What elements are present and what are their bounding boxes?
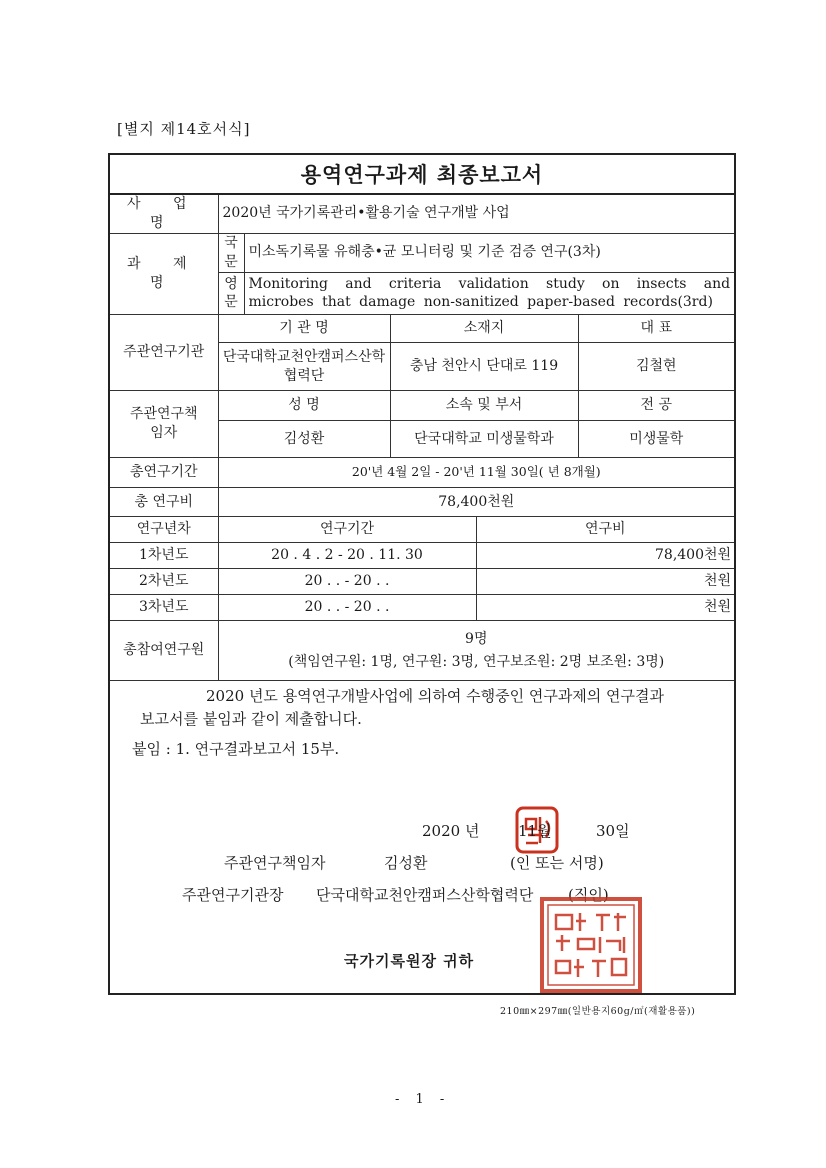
years-header-row bbox=[110, 517, 734, 543]
official-seal-icon bbox=[538, 895, 644, 995]
institution-header-rep: 대 표 bbox=[578, 315, 734, 343]
researcher-header-name: 성 명 bbox=[218, 391, 390, 421]
form-label: [별지 제14호서식] bbox=[117, 120, 251, 138]
task-en-value: Monitoring and criteria validation study on insects and microbes that damage non-sanitized paper-based records(3rd) bbox=[244, 272, 734, 315]
participants-row bbox=[110, 621, 734, 681]
page-number: - 1 - bbox=[395, 1092, 451, 1107]
participants-detail: (책임연구원: 1명, 연구원: 3명, 연구보조원: 2명 보조원: 3명) bbox=[288, 653, 665, 670]
attachment-line: 붙임 : 1. 연구결과보고서 15부. bbox=[132, 740, 340, 758]
task-ko-row bbox=[110, 233, 734, 272]
researcher-header-row bbox=[110, 391, 734, 421]
year-row bbox=[110, 569, 734, 595]
researcher-header-major: 전 공 bbox=[578, 391, 734, 421]
year-row bbox=[110, 595, 734, 621]
researcher-label: 주관연구책임자 bbox=[110, 391, 218, 458]
year-cost: 천원 bbox=[476, 569, 734, 595]
head-sign-name: 단국대학교천안캠퍼스산학협력단 bbox=[316, 886, 534, 904]
year-cost: 천원 bbox=[476, 595, 734, 621]
researcher-affiliation: 단국대학교 미생물학과 bbox=[390, 421, 578, 458]
task-label: 과 제 명 bbox=[110, 233, 218, 315]
project-row bbox=[110, 195, 734, 233]
statement-line1: 2020 년도 용역연구개발사업에 의하여 수행중인 연구과제의 연구결과 bbox=[206, 687, 665, 705]
budget-row bbox=[110, 488, 734, 517]
participants-total: 9명 bbox=[465, 630, 488, 647]
date-year: 2020 년 bbox=[422, 822, 480, 840]
period-value: 20'년 4월 2일 - 20'년 11월 30일( 년 8개월) bbox=[218, 458, 734, 488]
researcher-sign-name: 김성환 bbox=[384, 854, 428, 872]
participants-value bbox=[218, 621, 734, 681]
budget-label: 총 연구비 bbox=[110, 488, 218, 517]
institution-name: 단국대학교천안캠퍼스산학협력단 bbox=[218, 343, 390, 391]
report-title: 용역연구과제 최종보고서 bbox=[110, 155, 734, 195]
paper-size-note: 210㎜×297㎜(일반용지60g/㎡(재활용품)) bbox=[500, 1006, 696, 1017]
institution-representative: 김철현 bbox=[578, 343, 734, 391]
recipient: 국가기록원장 귀하 bbox=[344, 952, 475, 970]
years-period-header: 연구기간 bbox=[218, 517, 476, 543]
year-row bbox=[110, 543, 734, 569]
budget-value: 78,400천원 bbox=[218, 488, 734, 517]
institution-header-name: 기 관 명 bbox=[218, 315, 390, 343]
task-en-label: 영문 bbox=[218, 272, 244, 315]
report-table bbox=[110, 195, 734, 681]
participants-label: 총참여연구원 bbox=[110, 621, 218, 681]
year-cost: 78,400천원 bbox=[476, 543, 734, 569]
researcher-sign-note: (인 또는 서명) bbox=[510, 854, 604, 872]
year-period: 20 . . - 20 . . bbox=[218, 569, 476, 595]
period-label: 총연구기간 bbox=[110, 458, 218, 488]
year-label: 3차년도 bbox=[110, 595, 218, 621]
researcher-major: 미생물학 bbox=[578, 421, 734, 458]
institution-header-location: 소재지 bbox=[390, 315, 578, 343]
task-ko-label: 국문 bbox=[218, 233, 244, 272]
project-label: 사 업 명 bbox=[110, 195, 218, 233]
researcher-header-affiliation: 소속 및 부서 bbox=[390, 391, 578, 421]
report-form bbox=[108, 153, 736, 995]
statement-line2: 보고서를 붙임과 같이 제출합니다. bbox=[140, 710, 362, 728]
head-sign-label: 주관연구기관장 bbox=[182, 886, 284, 904]
institution-location: 충남 천안시 단대로 119 bbox=[390, 343, 578, 391]
institution-header-row bbox=[110, 315, 734, 343]
head-sign-note: (직인) bbox=[568, 886, 609, 904]
project-value: 2020년 국가기록관리•활용기술 연구개발 사업 bbox=[218, 195, 734, 233]
period-row bbox=[110, 458, 734, 488]
years-cost-header: 연구비 bbox=[476, 517, 734, 543]
institution-label: 주관연구기관 bbox=[110, 315, 218, 391]
date-day: 30일 bbox=[596, 822, 630, 840]
researcher-name: 김성환 bbox=[218, 421, 390, 458]
researcher-sign-label: 주관연구책임자 bbox=[224, 854, 326, 872]
date-month: 11월 bbox=[518, 822, 552, 840]
year-period: 20 . 4 . 2 - 20 . 11. 30 bbox=[218, 543, 476, 569]
years-label: 연구년차 bbox=[110, 517, 218, 543]
year-label: 1차년도 bbox=[110, 543, 218, 569]
task-ko-value: 미소독기록물 유해충•균 모니터링 및 기준 검증 연구(3차) bbox=[244, 233, 734, 272]
year-period: 20 . . - 20 . . bbox=[218, 595, 476, 621]
year-label: 2차년도 bbox=[110, 569, 218, 595]
